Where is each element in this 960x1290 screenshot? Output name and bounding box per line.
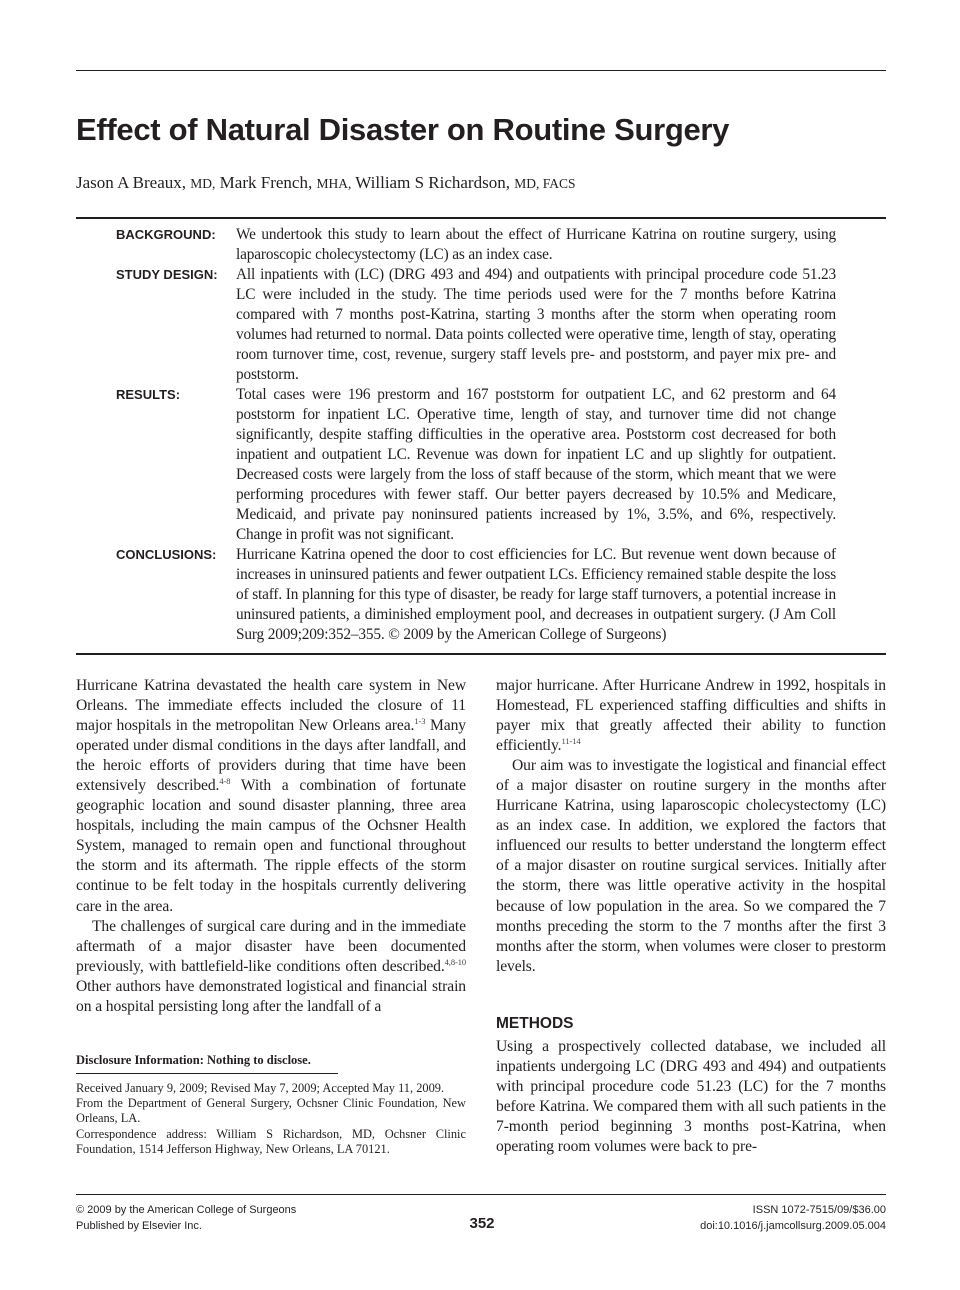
- author-degree: MD,: [190, 176, 216, 191]
- affiliation: From the Department of General Surgery, Ochsner Clinic Foundation, New Orleans, LA.: [76, 1096, 466, 1126]
- received-dates: Received January 9, 2009; Revised May 7, 2009; Accepted May 11, 2009.: [76, 1081, 445, 1095]
- author-name: Mark French,: [219, 173, 313, 192]
- abstract-text: All inpatients with (LC) (DRG 493 and 494) and outpatients with principal procedure code 51.23 LC were included in the study. The time periods used were for the 7 months before Katrina compared with 7 months post-Katrina, starting 3 months after the storm when operating room volumes had returned to normal. Data points collected were operative time, length of stay, operating room turnover time, cost, revenue, surgery staff levels pre- and poststorm, and payer mix pre- and poststorm.: [236, 266, 836, 383]
- footnotes: [76, 1081, 466, 1157]
- header-rule: [76, 70, 886, 71]
- issn: ISSN 1072-7515/09/$36.00: [752, 1204, 886, 1216]
- body-text: With a combination of fortunate geographic location and sound disaster planning, three area hospitals, including the main campus of the Ochsner Health System, managed to remain open and functional throughout the storm and its aftermath. The ripple effects of the storm continue to be felt today in the hospitals currently delivering care in the area.: [76, 777, 466, 915]
- footer-right: [586, 1203, 886, 1234]
- abstract-label: CONCLUSIONS:: [116, 547, 217, 562]
- body-paragraph: [496, 676, 886, 756]
- author-list: [76, 173, 576, 193]
- abstract-text: Total cases were 196 prestorm and 167 poststorm for outpatient LC, and 62 prestorm and 64 poststorm for inpatient LC. Operative time, length of stay, and turnover time did not change significantly, despite staffing difficulties in the operative area. Poststorm cost decreased for both inpatient and outpatient LC. Revenue was down for inpatient LC and up slightly for outpatient. Decreased costs were largely from the loss of staff because of the storm, which meant that we were performing procedures with fewer staff. Our better payers decreased by 10.5% and Medicare, Medicaid, and private pay noninsured patients increased by 1%, 3.5%, and 6%, respectively. Change in profit was not significant.: [236, 386, 836, 543]
- footer-rule: [76, 1194, 886, 1195]
- citation: 4-8: [219, 776, 231, 787]
- body-paragraph: [76, 676, 466, 917]
- footnote-rule: [76, 1073, 338, 1074]
- footer-left: [76, 1203, 296, 1234]
- citation: 11-14: [561, 736, 581, 747]
- author-name: Jason A Breaux,: [76, 173, 187, 192]
- body-column-right: [496, 676, 886, 977]
- page-number: 352: [469, 1215, 495, 1232]
- citation: 1-3: [414, 716, 426, 727]
- body-paragraph: [76, 917, 466, 1017]
- disclosure-statement: Disclosure Information: Nothing to disclose.: [76, 1053, 311, 1067]
- body-paragraph: Our aim was to investigate the logistical and financial effect of a major disaster on routine surgery in the months after Hurricane Katrina, using laparoscopic cholecystectomy (LC) as an index case. In addition, we explored the factors that influenced our results to better understand the longterm effect of a major disaster on routine surgical services. Initially after the storm, there was little operative activity in the hospital because of low population in the area. So we compared the 7 months preceding the storm to the 7 months after the first 3 months after the storm, when volumes were closer to prestorm levels.: [496, 757, 886, 975]
- correspondence: Correspondence address: William S Richardson, MD, Ochsner Clinic Foundation, 1514 Jefferson Highway, New Orleans, LA 70121.: [76, 1126, 466, 1156]
- methods-heading: METHODS: [496, 1015, 574, 1032]
- abstract-label: RESULTS:: [116, 387, 181, 402]
- body-text: Other authors have demonstrated logistical and financial strain on a hospital persisting long after the landfall of a: [76, 977, 466, 1015]
- abstract-text: Hurricane Katrina opened the door to cost efficiencies for LC. But revenue went down because of increases in uninsured patients and fewer outpatient LCs. Efficiency remained stable despite the loss of staff. In planning for this type of disaster, be ready for large staff turnovers, a potential increase in uninsured patients, a diminished employment pool, and decreases in outpatient surgery. (J Am Coll Surg 2009;209:352–355. © 2009 by the American College of Surgeons): [236, 546, 836, 643]
- body-text: major hurricane. After Hurricane Andrew in 1992, hospitals in Homestead, FL experienced staffing difficulties and shifts in payer mix that greatly affected their ability to function efficiently.: [496, 677, 886, 755]
- abstract-text: We undertook this study to learn about the effect of Hurricane Katrina on routine surgery, using laparoscopic cholecystectomy (LC) as an index case.: [236, 226, 836, 263]
- doi: doi:10.1016/j.jamcollsurg.2009.05.004: [700, 1219, 886, 1232]
- abstract-label: BACKGROUND:: [116, 227, 216, 242]
- author-name: William S Richardson,: [355, 173, 510, 192]
- abstract-label: STUDY DESIGN:: [116, 267, 218, 282]
- author-degree: MD, FACS: [514, 176, 576, 191]
- methods-section: [496, 1037, 886, 1157]
- body-column-left: [76, 676, 466, 1017]
- body-text: Hurricane Katrina devastated the health care system in New Orleans. The immediate effects included the closure of 11 major hospitals in the metropolitan New Orleans area.: [76, 677, 466, 735]
- citation: 4,8-10: [444, 956, 466, 967]
- article-title: Effect of Natural Disaster on Routine Surgery: [76, 112, 730, 147]
- author-degree: MHA,: [316, 176, 352, 191]
- body-text: Many operated under dismal conditions in the days after landfall, and the heroic efforts of providers during that time have been extensively described.: [76, 717, 466, 795]
- structured-abstract: [76, 217, 886, 655]
- body-text: The challenges of surgical care during and in the immediate aftermath of a major disaster have been documented previously, with battlefield-like conditions often described.: [76, 917, 466, 975]
- copyright: © 2009 by the American College of Surgeons: [76, 1204, 297, 1216]
- body-paragraph: Using a prospectively collected database, we included all inpatients undergoing LC (DRG 493 and 494) and outpatients with principal procedure code 51.23 (LC) for the 7 months before Katrina. We compared them with all such patients in the 7-month period beginning 3 months post-Katrina, when operating room volumes were back to pre-: [496, 1038, 886, 1156]
- publisher: Published by Elsevier Inc.: [76, 1219, 202, 1232]
